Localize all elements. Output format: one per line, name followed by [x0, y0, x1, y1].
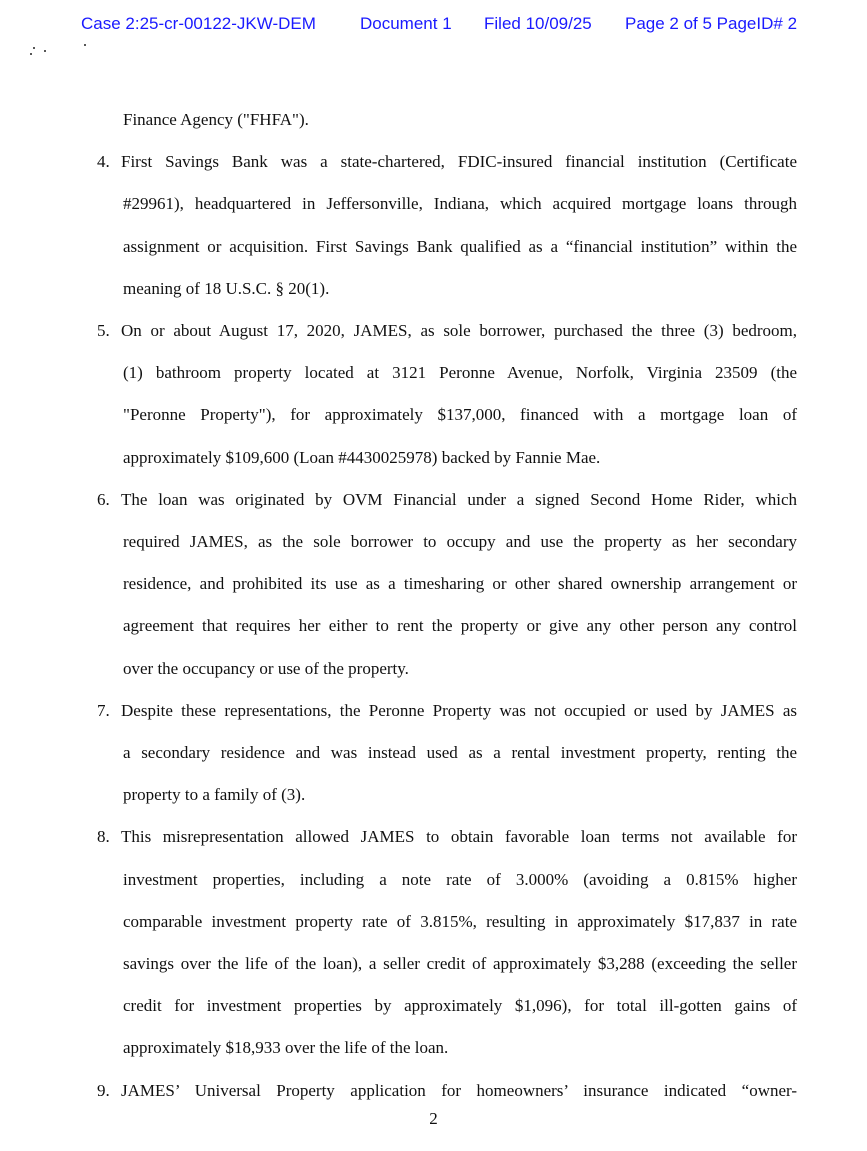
text-line: credit for investment properties by approximately $1,096), for total ill-gotten gains of: [123, 996, 797, 1016]
text-line: investment properties, including a note rate of 3.000% (avoiding a 0.815% higher: [123, 869, 797, 889]
text-line: On or about August 17, 2020, JAMES, as sole borrower, purchased the three (3) bedroom,: [121, 321, 797, 340]
text-line: over the occupancy or use of the property.: [123, 658, 409, 678]
text-line: This misrepresentation allowed JAMES to obtain favorable loan terms not available for: [121, 827, 797, 847]
text-line: assignment or acquisition. First Savings Bank qualified as a “financial institution” within the: [123, 236, 797, 256]
text-line: a secondary residence and was instead used as a rental investment property, renting the: [123, 743, 797, 762]
paragraph-number: 6.: [97, 489, 110, 509]
text-line: First Savings Bank was a state-chartered, FDIC-insured financial institution (Certificate: [121, 152, 797, 172]
case-number: Case 2:25-cr-00122-JKW-DEM: [81, 14, 316, 33]
text-line: Finance Agency ("FHFA").: [123, 110, 309, 129]
text-line: required JAMES, as the sole borrower to occupy and use the property as her secondary: [123, 532, 797, 551]
page-number: 2: [429, 1109, 438, 1128]
text-line: comparable investment property rate of 3.815%, resulting in approximately $17,837 in rate: [123, 911, 797, 931]
paragraph-number: 5.: [97, 321, 110, 340]
paragraph-number: 7.: [97, 700, 110, 720]
text-line: Despite these representations, the Peronne Property was not occupied or used by JAMES as: [121, 700, 797, 720]
filed-date: Filed 10/09/25: [484, 14, 592, 33]
page-info: Page 2 of 5 PageID# 2: [625, 14, 798, 33]
text-line: The loan was originated by OVM Financial under a signed Second Home Rider, which: [121, 489, 797, 509]
text-line: property to a family of (3).: [123, 785, 306, 805]
text-line: savings over the life of the loan), a seller credit of approximately $3,288 (exceeding the seller: [123, 954, 797, 973]
text-line: meaning of 18 U.S.C. § 20(1).: [123, 278, 330, 298]
text-line: agreement that requires her either to rent the property or give any other person any control: [123, 616, 797, 636]
paragraph-number: 4.: [97, 152, 110, 172]
text-line: residence, and prohibited its use as a timesharing or other shared ownership arrangement or: [123, 574, 797, 594]
text-line: (1) bathroom property located at 3121 Peronne Avenue, Norfolk, Virginia 23509 (the: [123, 363, 797, 383]
text-line: approximately $18,933 over the life of the loan.: [123, 1038, 449, 1058]
text-line: JAMES’ Universal Property application for homeowners’ insurance indicated “owner-: [121, 1080, 797, 1100]
text-line: #29961), headquartered in Jeffersonville, Indiana, which acquired mortgage loans through: [123, 194, 797, 214]
paragraph-number: 9.: [97, 1080, 110, 1100]
document-number: Document 1: [360, 14, 452, 33]
text-line: "Peronne Property"), for approximately $137,000, financed with a mortgage loan of: [123, 405, 797, 425]
paragraph-number: 8.: [97, 827, 110, 847]
text-line: approximately $109,600 (Loan #4430025978) backed by Fannie Mae.: [123, 447, 601, 467]
